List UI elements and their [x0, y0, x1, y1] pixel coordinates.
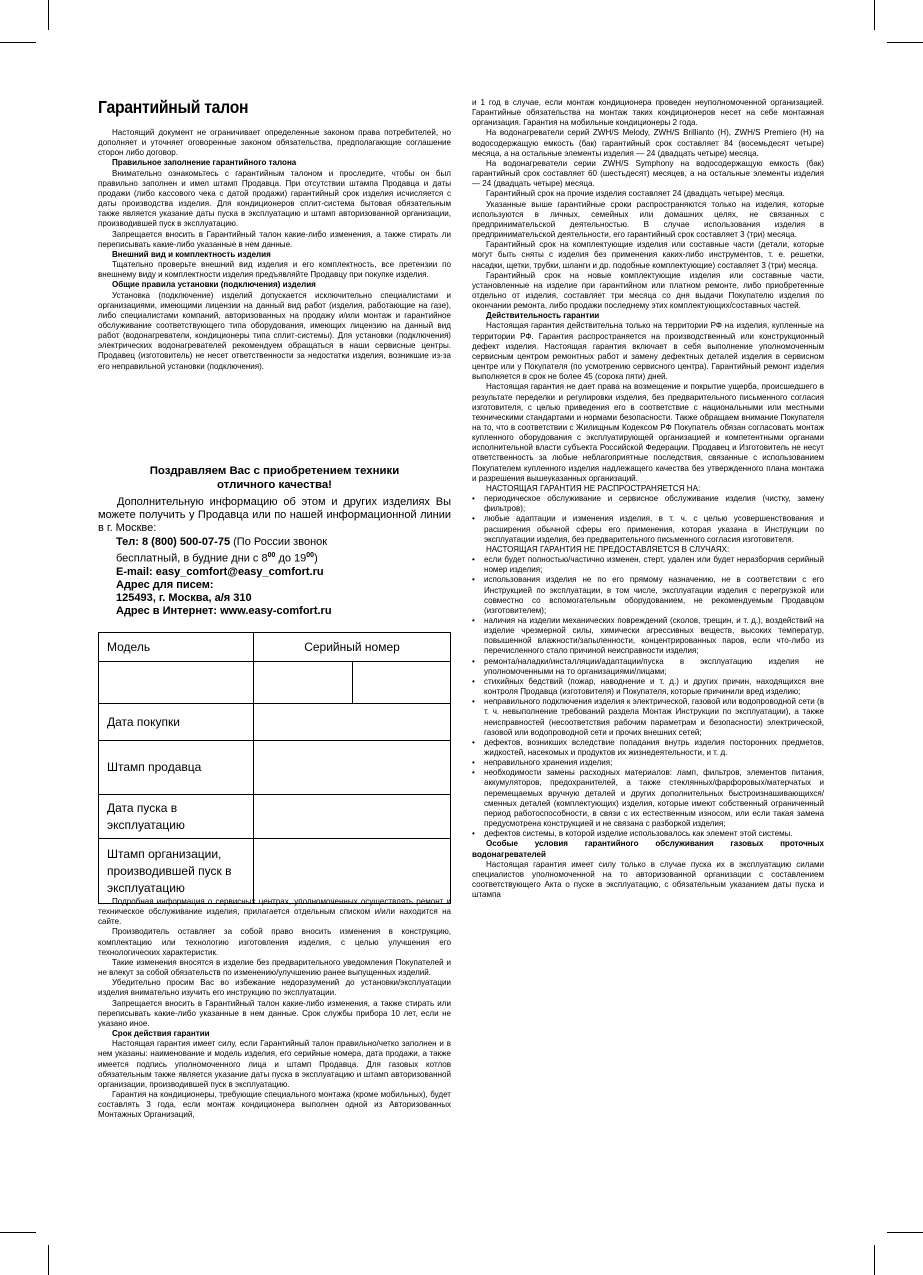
congratulations [98, 464, 451, 492]
left-column-bottom [98, 897, 451, 1120]
website-line: Адрес в Интернет: www.easy-comfort.ru [116, 605, 332, 618]
list-item: • если будет полностью/частично изменен, стерт, удален или будет неразборчив серийный номер изделия; [472, 555, 824, 575]
address-value: 125493, г. Москва, а/я 310 [116, 592, 252, 605]
phone-number: Тел: 8 (800) 500-07-75 [116, 535, 231, 548]
list-item: • использования изделия не по его прямому назначению, не в соответствии с его Инструкцией по эксплуатации, в том числе, эксплуатации изделия с перегрузкой или совместно со вспомогательным оборудованием, не рекомендуемым Продавцом (изготовителем); [472, 575, 824, 616]
serial-value-cell-2[interactable] [353, 662, 451, 704]
paragraph: Настоящая гарантия имеет силу, если Гарантийный талон правильно/четко заполнен и в нем указаны: наименование и модель изделия, его серийные номера, дата продажи, а также имеется подпись уполномоченного лица и штамп Продавца. Для газовых котлов обязательным также является указание даты пуска в эксплуатацию и штамп авторизованной организации, производившей пуск в эксплуатацию. [98, 1039, 451, 1089]
phone-hours [98, 549, 451, 566]
paragraph: Настоящая гарантия имеет силу только в случае пуска их в эксплуатацию силами специалистов уполномоченной на то авторизованной организации с составлением соответствующего Акта о пуске в эксплуатацию, с обязательным указанием даты пуска и штампа [472, 859, 824, 900]
paragraph: Внимательно ознакомьтесь с гарантийным талоном и проследите, чтобы он был правильно заполнен и имел штамп Продавца. При отсутствии штампа Продавца и даты продажи (либо кассового чека с датой продажи) гарантийный срок изделия исчисляется с даты производства изделия. Для кондиционеров сплит-система бытовая обязательным также является указание даты пуска в эксплуатацию и штамп авторизованной организации, производившей пуск в эксплуатацию. [98, 168, 451, 229]
list-item: • необходимости замены расходных материалов: ламп, фильтров, элементов питания, аккумуляторов, предохранителей, а также стеклянных/фарфоровых/матерчатых и перемещаемых вручную деталей и других дополнительных быстроизнашивающихся/сменных деталей (комплектующих) изделия, которые имеют собственный ограниченный период работоспособности, в связи с их естественным износом, или если такая замена предусмотрена конструкцией и не связана с разборкой изделия; [472, 768, 824, 829]
caps-heading: НАСТОЯЩАЯ ГАРАНТИЯ НЕ ПРЕДОСТАВЛЯЕТСЯ В СЛУЧАЯХ: [486, 544, 730, 554]
list-item: • периодическое обслуживание и сервисное обслуживание изделия (чистку, замену фильтров); [472, 494, 824, 514]
org-stamp-label-1: Штамп организации, [107, 846, 222, 861]
phone-note-b: бесплатный, в будние дни с 8 [116, 552, 268, 565]
org-stamp-label [99, 839, 254, 904]
paragraph: Настоящий документ не ограничивает определенные законом права потребителей, но дополняет и уточняет оговоренные законом обязательства, предполагающие соглашение сторон либо договор. [98, 128, 451, 158]
serial-value-cell-1[interactable] [254, 662, 353, 704]
section-heading: Особые условия гарантийного обслуживания газовых проточных водонагревателей [472, 839, 824, 859]
left-column-top [98, 128, 451, 372]
list-item: • стихийных бедствий (пожар, наводнение и т. д.) и других причин, находящихся вне контроля Продавца (изготовителя) и Покупателя, которые причинили вред изделию; [472, 677, 824, 697]
org-stamp-cell[interactable] [254, 839, 451, 904]
section-heading: Действительность гарантии [486, 311, 600, 321]
seller-stamp-cell[interactable] [254, 741, 451, 795]
section-heading: Правильное заполнение гарантийного талона [112, 158, 297, 168]
bullet-list [472, 494, 824, 545]
crop-mark [874, 0, 875, 30]
paragraph: Установка (подключение) изделий допускается исключительно специалистами и организациями, имеющими лицензии на данный вид работ (изделия, работающие на газе), либо специалистами компаний, авторизованных на продажу и/или монтаж и гарантийное обслуживание соответствующего типа оборудования, имеющих лицензию на данный вид работ (водонагреватели, кондиционеры типа сплит-системы). Для установки (подключения) электрических водонагревателей рекомендуем обращаться в наши сервисные центры. Продавец (изготовитель) не несет ответственности за недостатки изделия, возникшие из-за его неправильной установки (подключения). [98, 290, 451, 371]
page-title: Гарантийный талон [98, 97, 249, 117]
paragraph: Запрещается вносить в Гарантийный талон какие-либо изменения, а также стирать ли переписывать какие-либо указанные в нем данные. [98, 229, 451, 249]
paragraph: Подробная информация о сервисных центрах, уполномоченных осуществлять ремонт и техническое обслуживание изделия, прилагается отдельным списком и/или находится на сайте. [98, 897, 451, 927]
phone-line [98, 536, 451, 549]
congrats-line-1: Поздравляем Вас с приобретением техники [149, 465, 400, 477]
purchase-date-label: Дата покупки [99, 704, 254, 741]
serial-label: Серийный номер [254, 633, 451, 662]
paragraph: Убедительно просим Вас во избежание недоразумений до установки/эксплуатации изделия внимательно изучить его инструкцию по эксплуатации. [98, 978, 451, 998]
time-to: 00 [306, 551, 315, 559]
seller-stamp-label: Штамп продавца [99, 741, 254, 795]
model-label: Модель [99, 633, 254, 662]
paragraph: Производитель оставляет за собой право вносить изменения в конструкцию, комплектацию или технологию изготовления изделия, с целью улучшения его технологических характеристик. [98, 927, 451, 957]
list-item: • любые адаптации и изменения изделия, в т. ч. с целью усовершенствования и расширения обычной сферы его применения, которая указана в Инструкции по эксплуатации изделия, без предварительного письменного согласия изготовителя. [472, 514, 824, 544]
phone-note-c: до 19 [275, 552, 307, 565]
section-heading: Внешний вид и комплектность изделия [112, 249, 271, 259]
warranty-table [98, 632, 451, 904]
paragraph: Гарантия на кондиционеры, требующие специального монтажа (кроме мобильных), будет составлять 3 года, если монтаж кондиционера выполнен одной из Авторизованных Монтажных Организаций, [98, 1089, 451, 1120]
paragraph: Указанные выше гарантийные сроки распространяются только на изделия, которые используются в личных, семейных или домашних целях, не связанных с предпринимательской деятельностью. В случае использования изделия в предпринимательской деятельности, его гарантийный срок составляет 3 (три) месяца. [472, 199, 824, 240]
crop-mark [887, 42, 923, 43]
start-date-label-1: Дата пуска в [107, 800, 178, 815]
contacts-block [98, 496, 451, 618]
list-item: • наличия на изделии механических повреждений (сколов, трещин, и т. д.), воздействий на изделие чрезмерной силы, химически агрессивных веществ, высоких температур, повышенной влажности/запыленности, концентрированных паров, если что-либо из перечисленного стало причиной неисправности изделия; [472, 616, 824, 657]
section-heading: Срок действия гарантии [112, 1029, 210, 1039]
right-column [472, 98, 824, 900]
email-line: E-mail: easy_comfort@easy_comfort.ru [116, 565, 324, 578]
list-item: • ремонта/наладки/инсталляции/адаптации/пуска в эксплуатацию изделия не уполномоченными на то организациями/лицами; [472, 657, 824, 677]
paragraph: На водонагреватели серий ZWH/S Melody, ZWH/S Brillianto (H), ZWH/S Premiero (H) на водосодержащую емкость (бак) гарантийный срок составляет 84 (восемьдесят четыре) месяца, а на остальные элементы изделия — 24 (двадцать четыре) месяца. [472, 128, 824, 158]
start-date-label-2: эксплуатацию [107, 817, 185, 832]
purchase-date-cell[interactable] [254, 704, 451, 741]
paragraph: Гарантийный срок на прочие изделия составляет 24 (двадцать четыре) месяца. [486, 189, 785, 199]
crop-mark [48, 1245, 49, 1275]
org-stamp-label-3: эксплуатацию [107, 880, 185, 895]
paragraph: На водонагреватели серии ZWH/S Symphony на водосодержащую емкость (бак) гарантийный срок составляет 60 (шестьдесят) месяцев, а на остальные элементы изделия — 24 (двадцать четыре) месяца. [472, 158, 824, 189]
crop-mark [48, 0, 49, 30]
paragraph: и 1 год в случае, если монтаж кондиционера проведен неуполномоченной организацией. Гарантийные обязательства на монтаж таких кондиционеров несет на себе монтажная организация. Гарантия на мобильные кондиционеры 2 года. [472, 98, 824, 128]
org-stamp-label-2: производившей пуск в [107, 863, 232, 878]
paragraph: Тщательно проверьте внешний вид изделия и его комплектность, все претензии по внешнему виду и комплектности изделия предъявляйте Продавцу при покупке изделия. [98, 260, 451, 280]
list-item: • неправильного хранения изделия; [472, 758, 824, 768]
list-item: • дефектов, возникших вследствие попадания внутрь изделия посторонних предметов, жидкостей, насекомых и продуктов их жизнедеятельности, и т. д. [472, 738, 824, 758]
model-value-cell[interactable] [99, 662, 254, 704]
crop-mark [887, 1232, 923, 1233]
congrats-line-2: отличного качества! [217, 479, 332, 491]
paragraph: Запрещается вносить в Гарантийный талон какие-либо изменения, а также стирать или переписывать какие-либо указанные в нем данные. Срок службы прибора 10 лет, если не указано иное. [98, 998, 451, 1028]
paragraph: Гарантийный срок на новые комплектующие изделия или составные части, установленные на изделие при гарантийном или платном ремонте, либо приобретенные отдельно от изделия, составляет три месяца со дня выдачи Покупателю изделия по окончании ремонта, либо продажи последнему этих комплектующих/составных частей. [472, 270, 824, 311]
paragraph: Гарантийный срок на комплектующие изделия или составные части (детали, которые могут быть сняты с изделия без применения каких-либо инструментов, т. е. решетки, насадки, щетки, трубки, шланги и др. подобные комплектующие) составляет 3 (три) месяца. [472, 240, 824, 270]
address-label: Адрес для писем: [116, 578, 214, 591]
list-item: • дефектов системы, в которой изделие использовалось как элемент этой системы. [472, 829, 824, 839]
crop-mark [874, 1245, 875, 1275]
contacts-intro: Дополнительную информацию об этом и других изделиях Вы можете получить у Продавца или по нашей информационной линии в г. Москве: [98, 496, 451, 535]
paragraph: Такие изменения вносятся в изделие без предварительного уведомления Покупателей и не влекут за собой обязательств по изменению/улучшению ранее выпущенных изделий. [98, 957, 451, 978]
crop-mark [0, 42, 36, 43]
time-from: 00 [267, 551, 276, 559]
phone-note-d: ) [314, 552, 318, 565]
caps-heading: НАСТОЯЩАЯ ГАРАНТИЯ НЕ РАСПРОСТРАНЯЕТСЯ НА: [486, 483, 701, 493]
start-date-label [99, 795, 254, 839]
crop-mark [0, 1232, 36, 1233]
paragraph: Настоящая гарантия действительна только на территории РФ на изделия, купленные на территории РФ. Гарантия распространяется на производственный или конструкционный дефект изделия. Настоящая гарантия включает в себя выполнение уполномоченным сервисным центром ремонтных работ и замену дефектных деталей изделия в сервисном центре или у Покупателя (по усмотрению сервисного центра). Гарантийный ремонт изделия выполняется в срок не более 45 (сорока пяти) дней. [472, 321, 824, 382]
start-date-cell[interactable] [254, 795, 451, 839]
bullet-list [472, 555, 824, 839]
section-heading: Общие правила установки (подключения) изделия [112, 280, 316, 290]
list-item: • неправильного подключения изделия к электрической, газовой или водопроводной сети (в т. ч. невыполнение требований раздела Монтаж Инструкции по эксплуатации), а также неисправностей (несоответствия рабочим параметрам и безопасности) электрической, газовой или водопроводной сети и прочих внешних сетей; [472, 697, 824, 738]
paragraph: Настоящая гарантия не дает права на возмещение и покрытие ущерба, происшедшего в результате переделки и регулировки изделия, без предварительного письменного согласия изготовителя, с целью приведения его в соответствие с национальными или местными техническими стандартами и нормами безопасности. Также обращаем внимание Покупателя на то, что в соответствии с Жилищным Кодексом РФ Покупатель обязан согласовать монтаж купленного оборудования с эксплуатирующей организацией и компетентными органами исполнительной власти субъекта Российской Федерации. Продавец и Изготовитель не несут ответственность за любые неблагоприятные последствия, связанные с использованием Покупателем купленного изделия надлежащего качества без утвержденного плана монтажа и разрешения вышеуказанных организаций. [472, 382, 824, 483]
phone-note-a: (По России звонок [233, 535, 328, 548]
